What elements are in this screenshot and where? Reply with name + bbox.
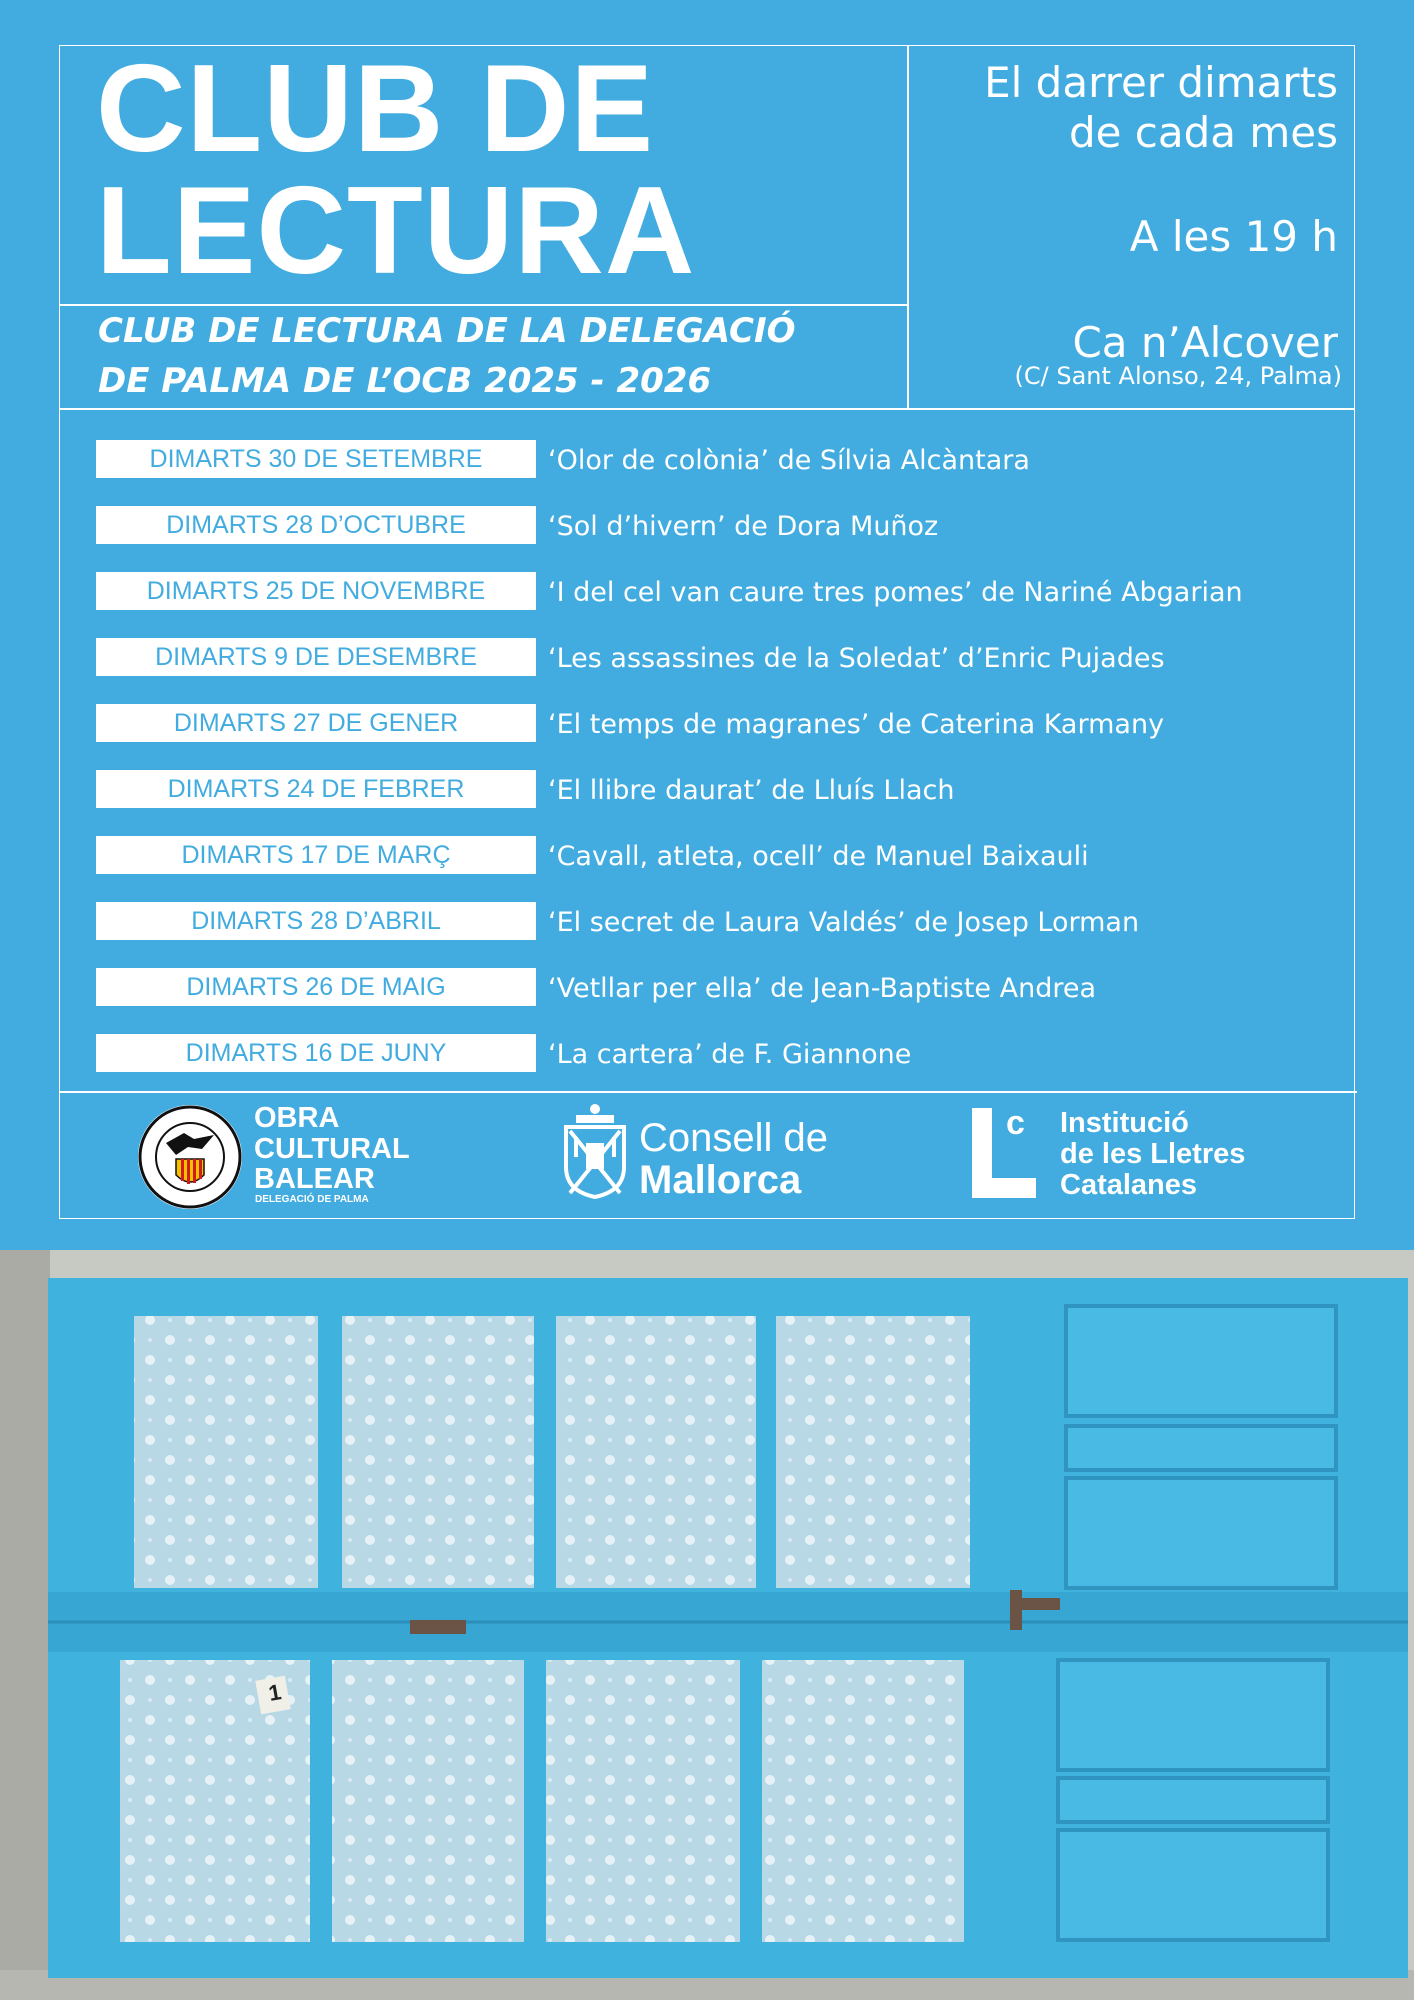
session-date: DIMARTS 28 D’OCTUBRE <box>96 506 536 544</box>
door-photo <box>0 1250 1414 2000</box>
session-date: DIMARTS 26 DE MAIG <box>96 968 536 1006</box>
ocb-name-line-1: OBRA <box>254 1102 340 1134</box>
session-book: ‘Olor de colònia’ de Sílvia Alcàntara <box>548 445 1030 476</box>
session-book: ‘Les assassines de la Soledat’ d’Enric Pujades <box>548 643 1165 674</box>
session-date: DIMARTS 9 DE DESEMBRE <box>96 638 536 676</box>
door-number-tag: 1 <box>266 1679 284 1706</box>
blue-door-illustration <box>0 1250 1414 2000</box>
consell-line-2: Mallorca <box>639 1158 802 1202</box>
title-line-1: CLUB DE <box>96 40 655 178</box>
subtitle-line-2: DE PALMA DE L’OCB 2025 - 2026 <box>98 361 712 401</box>
session-book: ‘El llibre daurat’ de Lluís Llach <box>548 775 955 806</box>
subtitle-line-1: CLUB DE LECTURA DE LA DELEGACIÓ <box>98 311 796 351</box>
ocb-delegation: DELEGACIÓ DE PALMA <box>255 1194 369 1205</box>
schedule-bottom-divider <box>59 1091 1357 1093</box>
ilc-line-1: Institució <box>1060 1107 1189 1139</box>
title-line-2: LECTURA <box>96 162 696 300</box>
session-book: ‘El secret de Laura Valdés’ de Josep Lorman <box>548 907 1140 938</box>
venue-name: Ca n’Alcover <box>1072 318 1338 367</box>
session-time: A les 19 h <box>1129 212 1338 261</box>
session-date: DIMARTS 28 D’ABRIL <box>96 902 536 940</box>
session-date: DIMARTS 30 DE SETEMBRE <box>96 440 536 478</box>
session-date: DIMARTS 27 DE GENER <box>96 704 536 742</box>
ocb-name-line-2: CULTURAL <box>254 1133 410 1165</box>
session-book: ‘Vetllar per ella’ de Jean-Baptiste Andrea <box>548 973 1097 1004</box>
session-date: DIMARTS 24 DE FEBRER <box>96 770 536 808</box>
session-book: ‘El temps de magranes’ de Caterina Karmany <box>548 709 1165 740</box>
ocb-seal-icon <box>136 1103 244 1211</box>
schedule-frequency <box>984 58 1338 158</box>
ilc-line-3: Catalanes <box>1060 1169 1198 1201</box>
session-book: ‘La cartera’ de F. Giannone <box>548 1039 912 1070</box>
consell-line-1: Consell de <box>639 1116 829 1160</box>
page-title <box>96 40 696 300</box>
session-book: ‘I del cel van caure tres pomes’ de Nariné Abgarian <box>548 577 1243 608</box>
ilc-line-2: de les Lletres <box>1060 1138 1246 1170</box>
session-date: DIMARTS 16 DE JUNY <box>96 1034 536 1072</box>
venue-address: (C/ Sant Alonso, 24, Palma) <box>1014 362 1342 390</box>
frequency-line-1: El darrer dimarts <box>984 58 1338 107</box>
session-date: DIMARTS 25 DE NOVEMBRE <box>96 572 536 610</box>
ocb-name-line-3: BALEAR <box>254 1163 375 1195</box>
session-book: ‘Cavall, atleta, ocell’ de Manuel Baixauli <box>548 841 1089 872</box>
header-bottom-divider <box>59 408 1355 410</box>
subtitle <box>98 306 796 406</box>
consell-shield-icon <box>562 1103 628 1199</box>
header-divider-vertical <box>907 45 909 409</box>
ilc-mark-icon: c <box>972 1108 1036 1198</box>
session-date: DIMARTS 17 DE MARÇ <box>96 836 536 874</box>
frequency-line-2: de cada mes <box>1068 108 1338 157</box>
session-book: ‘Sol d’hivern’ de Dora Muñoz <box>548 511 939 542</box>
